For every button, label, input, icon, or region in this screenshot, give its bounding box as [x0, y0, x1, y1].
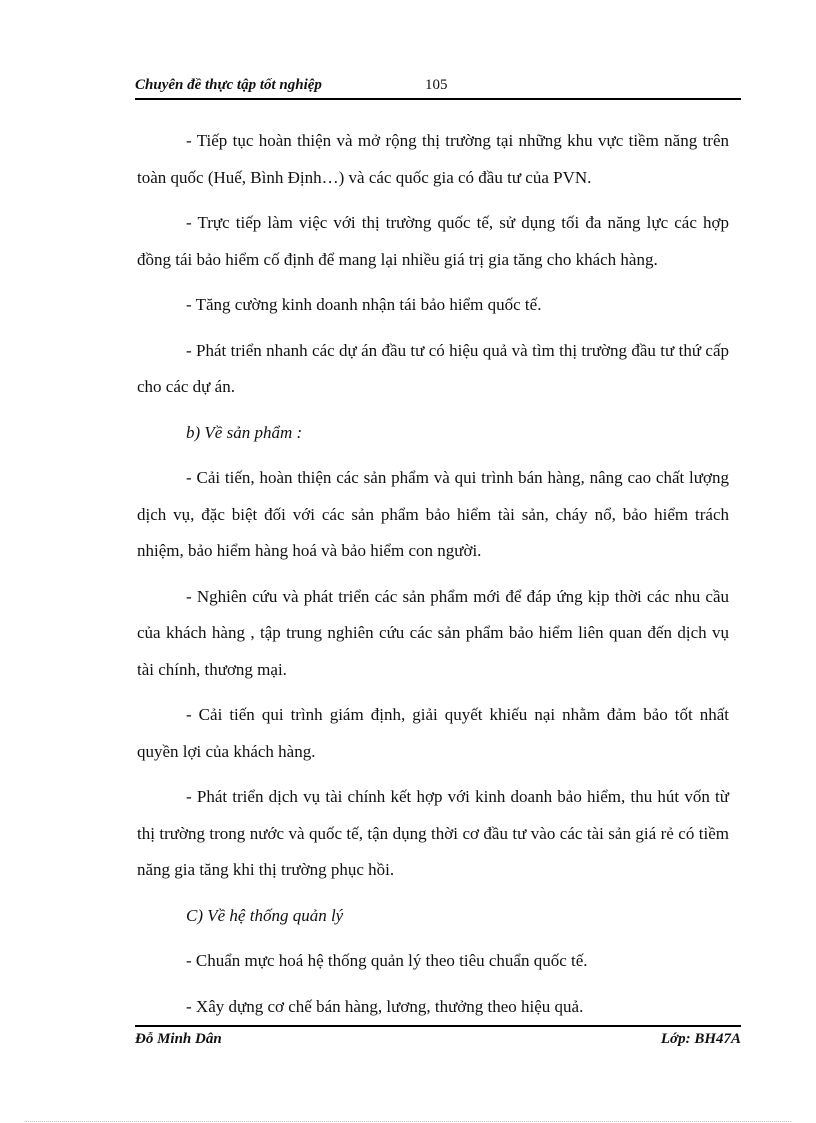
paragraph-product-improvement: - Cải tiến, hoàn thiện các sản phẩm và qui trình bán hàng, nâng cao chất lượng dịch vụ, đặc biệt đối với các sản phẩm bảo hiểm tài sản, cháy nổ, bảo hiểm trách nhiệm, bảo hiểm hàng hoá và bảo hiểm con người.: [137, 468, 729, 560]
paragraph-market-expansion: - Tiếp tục hoàn thiện và mở rộng thị trường tại những khu vực tiềm năng trên toàn quốc (Huế, Bình Định…) và các quốc gia có đầu tư của PVN.: [137, 131, 729, 187]
document-title: Chuyên đề thực tập tốt nghiệp: [135, 77, 322, 93]
page-footer: [135, 1025, 741, 1051]
page-bottom-divider: [25, 1121, 791, 1122]
paragraph-international-market: - Trực tiếp làm việc với thị trường quốc tế, sử dụng tối đa năng lực các hợp đồng tái bảo hiểm cố định để mang lại nhiều giá trị gia tăng cho khách hàng.: [137, 213, 729, 269]
paragraph-sales-mechanism: - Xây dựng cơ chế bán hàng, lương, thưởng theo hiệu quả.: [186, 996, 584, 1016]
paragraph-financial-services: - Phát triển dịch vụ tài chính kết hợp với kinh doanh bảo hiểm, thu hút vốn từ thị trường trong nước và quốc tế, tận dụng thời cơ đầu tư vào các tài sản giá rẻ có tiềm năng gia tăng khi thị trường phục hồi.: [137, 787, 729, 879]
section-heading-products: b) Về sản phẩm :: [186, 422, 303, 442]
page-header: [135, 74, 741, 100]
paragraph-claims-process: - Cải tiến qui trình giám định, giải quyết khiếu nại nhằm đảm bảo tốt nhất quyền lợi của khách hàng.: [137, 705, 729, 761]
document-body: [137, 123, 729, 1034]
paragraph-investment-projects: - Phát triển nhanh các dự án đầu tư có hiệu quả và tìm thị trường đầu tư thứ cấp cho các dự án.: [137, 340, 729, 396]
class-label: Lớp: BH47A: [660, 1031, 741, 1047]
paragraph-reinsurance: - Tăng cường kinh doanh nhận tái bảo hiểm quốc tế.: [186, 295, 542, 314]
paragraph-new-products: - Nghiên cứu và phát triển các sản phẩm mới để đáp ứng kịp thời các nhu cầu của khách hàng , tập trung nghiên cứu các sản phẩm bảo hiểm liên quan đến dịch vụ tài chính, thương mại.: [137, 586, 729, 679]
section-heading-management: C) Về hệ thống quản lý: [186, 905, 344, 925]
page-number: 105: [425, 77, 448, 93]
paragraph-management-standards: - Chuẩn mực hoá hệ thống quản lý theo tiêu chuẩn quốc tế.: [186, 951, 588, 970]
author-name: Đỗ Minh Dân: [135, 1031, 222, 1047]
